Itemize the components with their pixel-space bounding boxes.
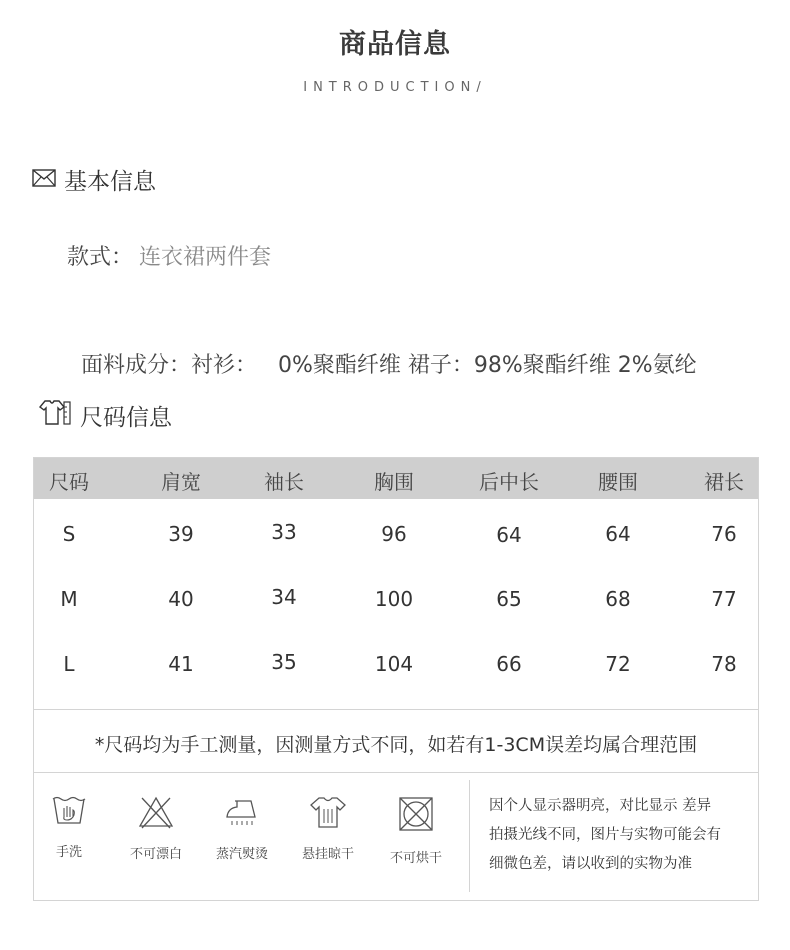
column-header-shoulder: 肩宽 xyxy=(161,470,201,494)
table-cell: 68 xyxy=(605,587,631,611)
disclaimer-line: 拍摄光线不同，图片与实物可能会有 xyxy=(489,827,721,843)
care-label: 蒸汽熨烫 xyxy=(215,847,268,862)
column-header-waist: 腰围 xyxy=(598,470,638,494)
care-item-steam-iron xyxy=(202,795,282,862)
care-label: 不可漂白 xyxy=(129,847,182,862)
shirt-ruler-icon xyxy=(38,398,80,432)
table-cell: 64 xyxy=(605,522,631,546)
table-cell: 33 xyxy=(271,520,297,544)
fabric-line xyxy=(67,323,697,379)
care-label: 不可烘干 xyxy=(389,851,442,866)
column-header-sleeve: 袖长 xyxy=(264,470,304,494)
table-cell: M xyxy=(60,587,78,611)
table-cell: 76 xyxy=(711,522,737,546)
style-value: 连衣裙两件套 xyxy=(139,245,272,270)
table-cell: 39 xyxy=(168,522,194,546)
basic-info-heading xyxy=(32,163,156,196)
steam-iron-icon xyxy=(202,795,282,833)
hand-wash-icon xyxy=(29,795,109,831)
table-cell: 78 xyxy=(711,652,737,676)
size-table xyxy=(33,457,759,901)
table-cell: 72 xyxy=(605,652,631,676)
column-header-skirt-length: 裙长 xyxy=(704,470,744,494)
no-bleach-icon xyxy=(116,795,196,833)
table-cell: L xyxy=(63,652,75,676)
column-header-bust: 胸围 xyxy=(374,470,414,494)
color-disclaimer xyxy=(489,792,754,879)
column-header-back-length: 后中长 xyxy=(479,470,539,494)
care-label: 手洗 xyxy=(55,845,82,860)
care-item-no-bleach xyxy=(116,795,196,862)
table-cell: 100 xyxy=(374,587,414,611)
size-info-heading-text: 尺码信息 xyxy=(80,404,172,431)
table-cell: 66 xyxy=(496,652,522,676)
hang-dry-icon xyxy=(288,795,368,833)
table-cell: 64 xyxy=(496,523,522,547)
table-divider xyxy=(34,772,758,773)
care-divider xyxy=(469,780,470,892)
envelope-icon xyxy=(32,167,64,193)
fabric-value: 衬衫： 0%聚酯纤维 裙子：98%聚酯纤维 2%氨纶 xyxy=(191,353,697,378)
page-subtitle: INTRODUCTION/ xyxy=(303,80,487,95)
table-divider xyxy=(34,709,758,710)
care-item-hang-dry xyxy=(288,795,368,862)
no-tumble-dry-icon xyxy=(376,795,456,837)
disclaimer-line: 细微色差，请以收到的实物为准 xyxy=(489,856,692,872)
style-line xyxy=(67,240,271,271)
table-cell: 96 xyxy=(381,522,407,546)
page-title: 商品信息 xyxy=(339,29,451,60)
table-cell: 34 xyxy=(271,585,297,609)
disclaimer-line: 因个人显示器明亮，对比显示 差异 xyxy=(489,798,712,814)
column-header-size: 尺码 xyxy=(49,470,89,494)
size-info-heading xyxy=(38,398,172,432)
table-cell: 35 xyxy=(271,650,297,674)
care-item-no-tumble-dry xyxy=(376,795,456,866)
basic-info-heading-text: 基本信息 xyxy=(64,169,156,195)
care-label: 悬挂晾干 xyxy=(301,847,354,862)
table-cell: 41 xyxy=(168,652,194,676)
table-cell: S xyxy=(62,522,76,546)
fabric-label: 面料成分： xyxy=(81,353,192,378)
table-cell: 104 xyxy=(374,652,414,676)
size-table-header xyxy=(34,458,758,499)
table-cell: 77 xyxy=(711,587,737,611)
measurement-note: *尺码均为手工测量，因测量方式不同，如若有1-3CM误差均属合理范围 xyxy=(94,734,698,756)
table-cell: 40 xyxy=(168,587,194,611)
style-label: 款式： xyxy=(67,245,134,270)
care-item-hand-wash xyxy=(29,795,109,860)
table-cell: 65 xyxy=(496,587,522,611)
